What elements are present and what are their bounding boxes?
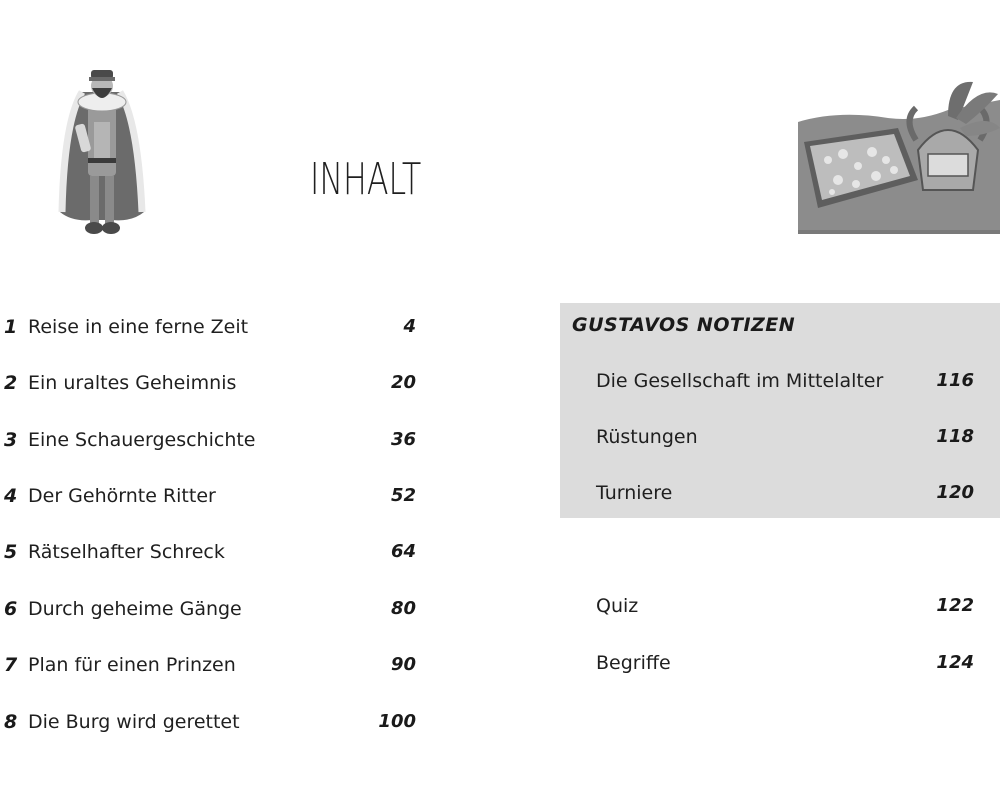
chapter-page: 100 <box>378 711 416 732</box>
chapter-page: 80 <box>390 598 416 619</box>
chapter-row <box>0 429 416 459</box>
chapter-number: 8 <box>4 711 18 733</box>
chapter-page: 64 <box>390 541 416 562</box>
notes-row <box>596 370 974 400</box>
extras-row <box>596 595 974 625</box>
chapter-number: 4 <box>4 485 18 507</box>
extras-title: Quiz <box>596 595 639 617</box>
notes-heading: GUSTAVOS NOTIZEN <box>572 314 796 336</box>
chapter-number: 1 <box>4 316 18 338</box>
page-title: INHALT <box>310 154 422 205</box>
chapter-number: 5 <box>4 541 18 563</box>
notes-title: Die Gesellschaft im Mittelalter <box>596 370 884 392</box>
extras-title: Begriffe <box>596 652 671 674</box>
chapter-row <box>0 654 416 684</box>
king-illustration <box>52 62 150 242</box>
chapter-page: 4 <box>403 316 416 337</box>
chapter-page: 52 <box>390 485 416 506</box>
chapter-title: Eine Schauergeschichte <box>28 429 256 451</box>
chapter-title: Der Gehörnte Ritter <box>28 485 216 507</box>
chapter-row <box>0 541 416 571</box>
chapter-page: 90 <box>390 654 416 675</box>
chapter-title: Rätselhafter Schreck <box>28 541 225 563</box>
chapter-row <box>0 598 416 628</box>
chapter-number: 7 <box>4 654 18 676</box>
chapter-row <box>0 711 416 741</box>
treasure-helmet-illustration <box>798 80 1000 234</box>
notes-page: 120 <box>936 482 974 503</box>
notes-row <box>596 426 974 456</box>
chapter-title: Plan für einen Prinzen <box>28 654 236 676</box>
extras-page: 122 <box>936 595 974 616</box>
chapter-row <box>0 372 416 402</box>
chapter-number: 2 <box>4 372 18 394</box>
extras-page: 124 <box>936 652 974 673</box>
chapter-page: 36 <box>390 429 416 450</box>
chapter-number: 3 <box>4 429 18 451</box>
chapter-title: Die Burg wird gerettet <box>28 711 240 733</box>
chapter-title: Reise in eine ferne Zeit <box>28 316 249 338</box>
chapter-title: Ein uraltes Geheimnis <box>28 372 237 394</box>
chapter-row <box>0 316 416 346</box>
notes-page: 116 <box>936 370 974 391</box>
notes-page: 118 <box>936 426 974 447</box>
extras-row <box>596 652 974 682</box>
chapter-title: Durch geheime Gänge <box>28 598 242 620</box>
chapter-page: 20 <box>390 372 416 393</box>
notes-title: Turniere <box>596 482 673 504</box>
chapter-row <box>0 485 416 515</box>
notes-row <box>596 482 974 512</box>
chapter-number: 6 <box>4 598 18 620</box>
notes-title: Rüstungen <box>596 426 698 448</box>
